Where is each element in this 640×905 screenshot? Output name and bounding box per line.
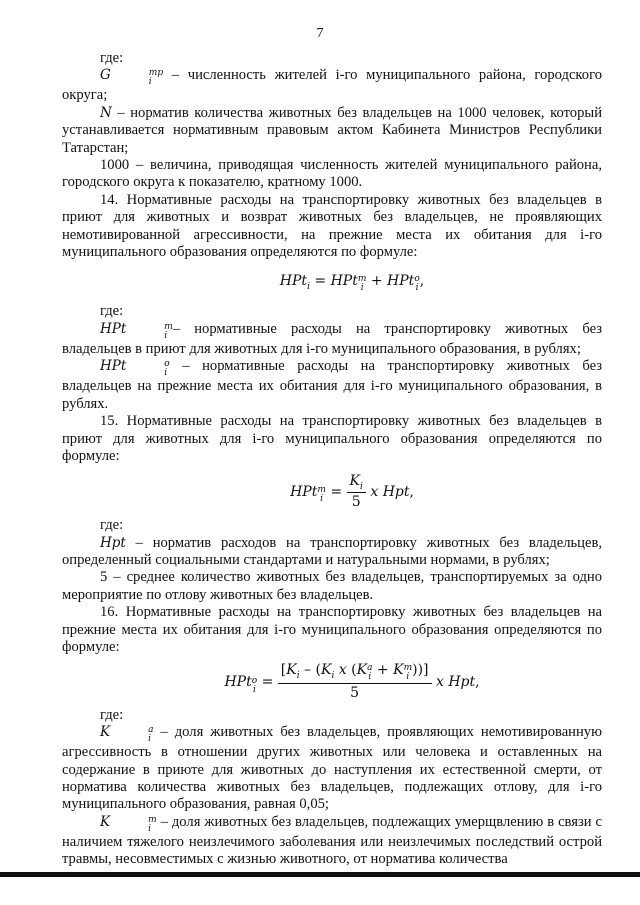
page-number: 7 <box>316 26 324 41</box>
symbol-g: G mp i <box>100 67 164 88</box>
document-body <box>62 50 602 869</box>
definition-hpto: HPt o i – нормативные расходы на транспортировку животных без владельцев на прежние места их обитания для i-го муниципального образования, в рублях. <box>62 358 602 412</box>
definition-hptm: HPt m i – нормативные расходы на транспортировку животных без владельцев в приют для животных для i-го муниципального образования, в рублях; <box>62 320 602 357</box>
definition-5: 5 – среднее количество животных без владельцев, транспортируемых за одно мероприятие по отлову животных без владельцев. <box>62 569 602 603</box>
definition-hpt: Hpt – норматив расходов на транспортировку животных без владельцев, определенный социальными стандартами и натуральными нормами, в рублях; <box>62 534 602 568</box>
paragraph-15: 15. Нормативные расходы на транспортировку животных без владельцев в приют для животных для i-го муниципального образования определяются по формуле: <box>62 413 602 464</box>
definition-kim: K m i – доля животных без владельцев, подлежащих умерщвлению в связи с наличием тяжелого неизлечимого заболевания или неизлечимых последствий острой травмы, несовместимых с жизнью животного, от норматива количества <box>62 813 602 868</box>
where-label: где: <box>100 303 124 320</box>
where-label: где: <box>100 706 124 723</box>
definition-1000: 1000 – величина, приводящая численность жителей муниципального района, городского округа к показателю, кратному 1000. <box>62 157 602 191</box>
where-label: где: <box>100 517 124 534</box>
where-label: где: <box>100 50 124 66</box>
definition-kia: K a i – доля животных без владельцев, проявляющих немотивированную агрессивность в отношении других животных или человека и оставленных на содержание в приюте для животных до наступления их естественной смерти, от норматива количества животных без владельцев, подлежащих отлову, для i-го муниципального образования, равная 0,05; <box>62 724 602 813</box>
formula-hpto: HPt o i = [$K_i - (K_i$ x (K a i + K m i ))] 5 x Hpt, <box>224 662 480 702</box>
formula-hpt-total: HPt$_i$ = HPt m i + HPt o i , <box>279 273 425 294</box>
paragraph-14: 14. Нормативные расходы на транспортировку животных без владельцев в приют для животных и возврат животных без владельцев, не проявляющих немотивированной агрессивности, на прежние места их обитания для i-го муниципального образования определяются по формуле: <box>62 191 602 261</box>
symbol-n: N <box>100 104 112 121</box>
formula-hptm: HPt m i = $\frac{K_i}{5}$ x Hpt, <box>290 473 414 510</box>
scan-bottom-border <box>0 872 640 877</box>
definition-n: N – норматив количества животных без владельцев на 1000 человек, который устанавливается нормативным правовым актом Кабинета Министров Республики Татарстан; <box>62 104 602 156</box>
paragraph-16: 16. Нормативные расходы на транспортировку животных без владельцев на прежние места их обитания для i-го муниципального образования определяются по формуле: <box>62 604 602 655</box>
definition-g: G mp i – численность жителей i-го муниципального района, городского округа; <box>62 67 602 104</box>
